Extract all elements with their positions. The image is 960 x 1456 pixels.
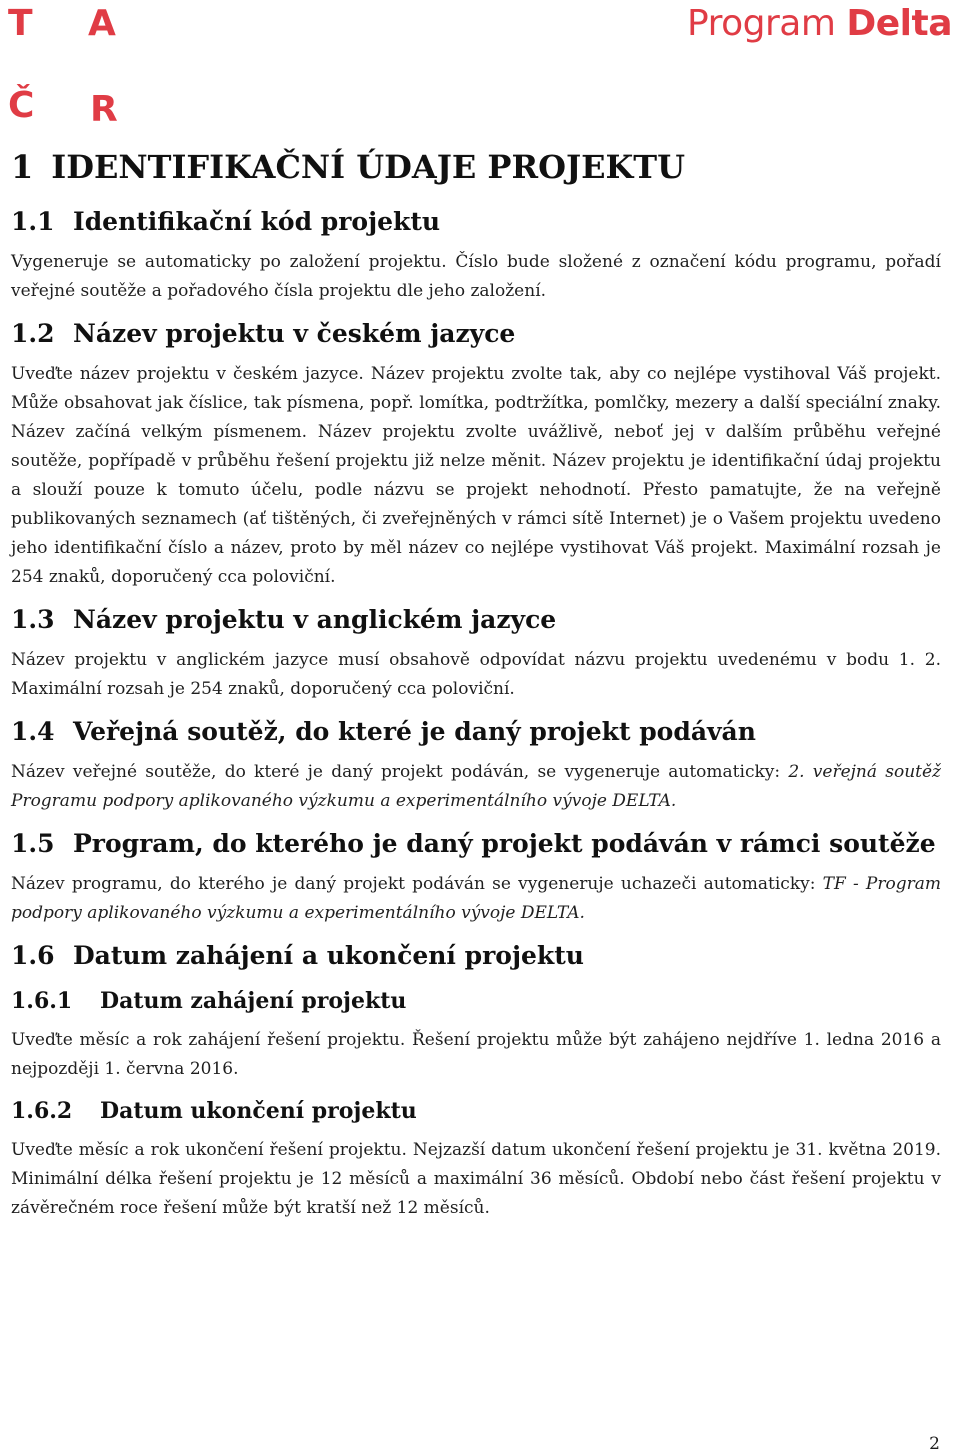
document-body xyxy=(11,140,941,1233)
subsection-paragraph-1-6-1: Uveďte měsíc a rok zahájení řešení projektu. Řešení projektu může být zahájeno nejdříve 1. ledna 2016 a nejpozději 1. června 2016. xyxy=(11,1030,941,1079)
section-heading-1-6 xyxy=(11,938,941,974)
section-paragraph-1-1: Vygeneruje se automaticky po založení projektu. Číslo bude složené z označení kódu programu, pořadí veřejné soutěže a pořadového čísla projektu dle jeho založení. xyxy=(11,252,941,301)
program-delta-logo xyxy=(687,2,952,46)
section-paragraph-1-2: Uveďte název projektu v českém jazyce. Název projektu zvolte tak, aby co nejlépe vystihoval Váš projekt. Může obsahovat jak číslice, tak písmena, popř. lomítka, podtržítka, pomlčky, mezery a další speciální znaky. Název začíná velkým písmenem. Název projektu zvolte uvážlivě, neboť jej v dalším průběhu veřejné soutěže, popřípadě v průběhu řešení projektu již nelze měnit. Název projektu je identifikační údaj projektu a slouží pouze k tomuto účelu, podle názvu se projekt nehodnotí. Přesto pamatujte, že na veřejně publikovaných seznamech (ať tištěných, či zveřejněných v rámci sítě Internet) je o Vašem projektu uvedeno jeho identifikační číslo a název, proto by měl název co nejlépe vystihovat Váš projekt. Maximální rozsah je 254 znaků, doporučený cca poloviční. xyxy=(11,364,941,587)
section-paragraph-1-3: Název projektu v anglickém jazyce musí obsahově odpovídat názvu projektu uvedenému v bodu 1. 2. Maximální rozsah je 254 znaků, doporučený cca poloviční. xyxy=(11,650,941,699)
paragraph-lead: Název programu, do kterého je daný projekt podáván se vygeneruje uchazeči automaticky: xyxy=(11,874,823,894)
section-number: 1.4 xyxy=(11,717,55,746)
paragraph-italic: 2. veřejná soutěž Programu podpory aplikovaného výzkumu a experimentálního vývoje DELTA. xyxy=(11,762,941,811)
program-word: Program xyxy=(687,3,836,44)
subsection-paragraph-1-6-2: Uveďte měsíc a rok ukončení řešení projektu. Nejzazší datum ukončení řešení projektu je 31. května 2019. Minimální délka řešení projektu je 12 měsíců a maximální 36 měsíců. Období nebo část řešení projektu v závěrečném roce řešení může být kratší než 12 měsíců. xyxy=(11,1140,941,1218)
section-title: Veřejná soutěž, do které je daný projekt podáván xyxy=(73,717,756,746)
chapter-title: IDENTIFIKAČNÍ ÚDAJE PROJEKTU xyxy=(51,148,686,186)
logo-letter-t: T xyxy=(8,3,33,44)
paragraph-lead: Název veřejné soutěže, do které je daný projekt podáván, se vygeneruje automaticky: xyxy=(11,762,789,782)
section-heading-1-1 xyxy=(11,204,941,240)
subsection-number: 1.6.1 xyxy=(11,988,73,1014)
tacr-logo xyxy=(8,3,128,130)
section-title: Program, do kterého je daný projekt podáván v rámci soutěže xyxy=(73,829,936,858)
chapter-heading xyxy=(11,144,941,190)
subsection-heading-1-6-2 xyxy=(11,1094,941,1128)
section-number: 1.5 xyxy=(11,829,55,858)
subsection-title: Datum ukončení projektu xyxy=(100,1098,417,1124)
program-name: Delta xyxy=(846,3,952,44)
section-number: 1.2 xyxy=(11,319,55,348)
section-number: 1.1 xyxy=(11,207,55,236)
section-heading-1-4 xyxy=(11,714,941,750)
section-number: 1.3 xyxy=(11,605,55,634)
section-title: Název projektu v českém jazyce xyxy=(73,319,516,348)
paragraph-italic: TF - Program podpory aplikovaného výzkumu a experimentálního vývoje DELTA. xyxy=(11,874,941,923)
section-heading-1-2 xyxy=(11,316,941,352)
subsection-title: Datum zahájení projektu xyxy=(100,988,407,1014)
section-title: Identifikační kód projektu xyxy=(73,207,441,236)
section-paragraph-1-5 xyxy=(11,870,941,928)
section-title: Datum zahájení a ukončení projektu xyxy=(73,941,584,970)
chapter-number: 1 xyxy=(11,148,34,186)
subsection-heading-1-6-1 xyxy=(11,984,941,1018)
section-number: 1.6 xyxy=(11,941,55,970)
section-title: Název projektu v anglickém jazyce xyxy=(73,605,557,634)
logo-letter-c: Č xyxy=(8,85,35,126)
logo-letter-r: R xyxy=(90,89,118,130)
section-paragraph-1-4 xyxy=(11,758,941,816)
section-heading-1-5 xyxy=(11,826,941,862)
logo-letter-a: A xyxy=(88,3,116,44)
page-number: 2 xyxy=(929,1434,940,1454)
subsection-number: 1.6.2 xyxy=(11,1098,73,1124)
section-heading-1-3 xyxy=(11,602,941,638)
